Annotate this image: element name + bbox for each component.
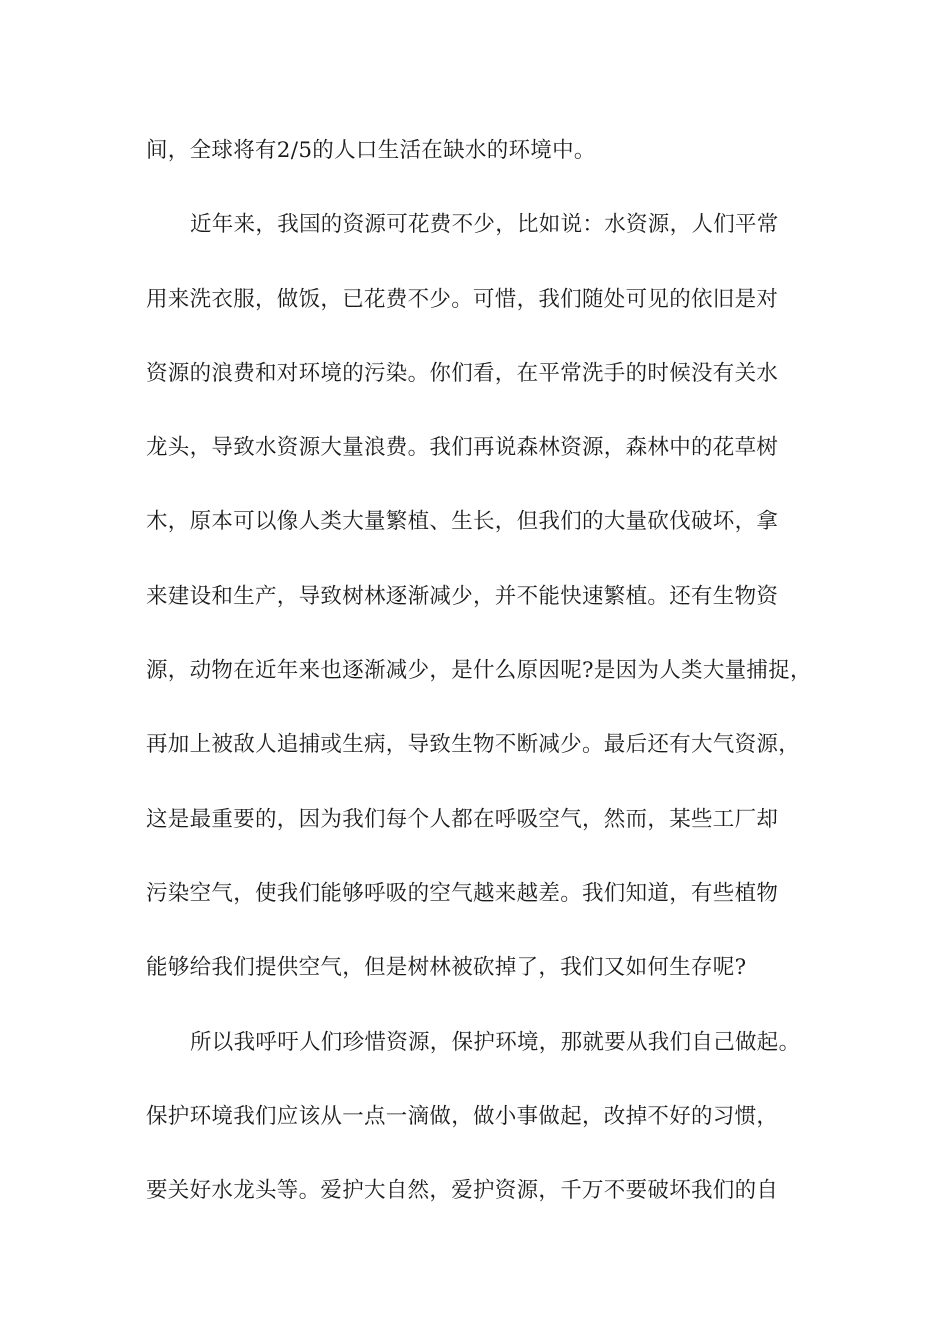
text-line: 能够给我们提供空气，但是树林被砍掉了，我们又如何生存呢? bbox=[146, 955, 747, 981]
text-line: 保护环境我们应该从一点一滴做，做小事做起，改掉不好的习惯， bbox=[146, 1103, 779, 1129]
text-line: 要关好水龙头等。爱护大自然，爱护资源，千万不要破坏我们的自 bbox=[146, 1178, 779, 1204]
text-line: 用来洗衣服，做饭，已花费不少。可惜，我们随处可见的依旧是对 bbox=[146, 286, 779, 312]
paragraph-start-line: 近年来，我国的资源可花费不少，比如说：水资源，人们平常 bbox=[190, 212, 779, 238]
text-line: 再加上被敌人追捕或生病，导致生物不断减少。最后还有大气资源， bbox=[146, 732, 801, 758]
text-line: 污染空气，使我们能够呼吸的空气越来越差。我们知道，有些植物 bbox=[146, 880, 779, 906]
body-text bbox=[146, 128, 826, 1242]
paragraph-start-line: 所以我呼吁人们珍惜资源，保护环境，那就要从我们自己做起。 bbox=[190, 1029, 801, 1055]
text-line: 源，动物在近年来也逐渐减少，是什么原因呢?是因为人类大量捕捉， bbox=[146, 658, 812, 684]
text-line: 这是最重要的，因为我们每个人都在呼吸空气，然而，某些工厂却 bbox=[146, 806, 779, 832]
text-line: 来建设和生产，导致树林逐渐减少，并不能快速繁植。还有生物资 bbox=[146, 583, 779, 609]
text-line: 龙头，导致水资源大量浪费。我们再说森林资源，森林中的花草树 bbox=[146, 435, 779, 461]
text-line: 资源的浪费和对环境的污染。你们看，在平常洗手的时候没有关水 bbox=[146, 360, 779, 386]
text-line: 间，全球将有2/5的人口生活在缺水的环境中。 bbox=[146, 138, 596, 163]
text-line: 木，原本可以像人类大量繁植、生长，但我们的大量砍伐破坏，拿 bbox=[146, 509, 779, 535]
